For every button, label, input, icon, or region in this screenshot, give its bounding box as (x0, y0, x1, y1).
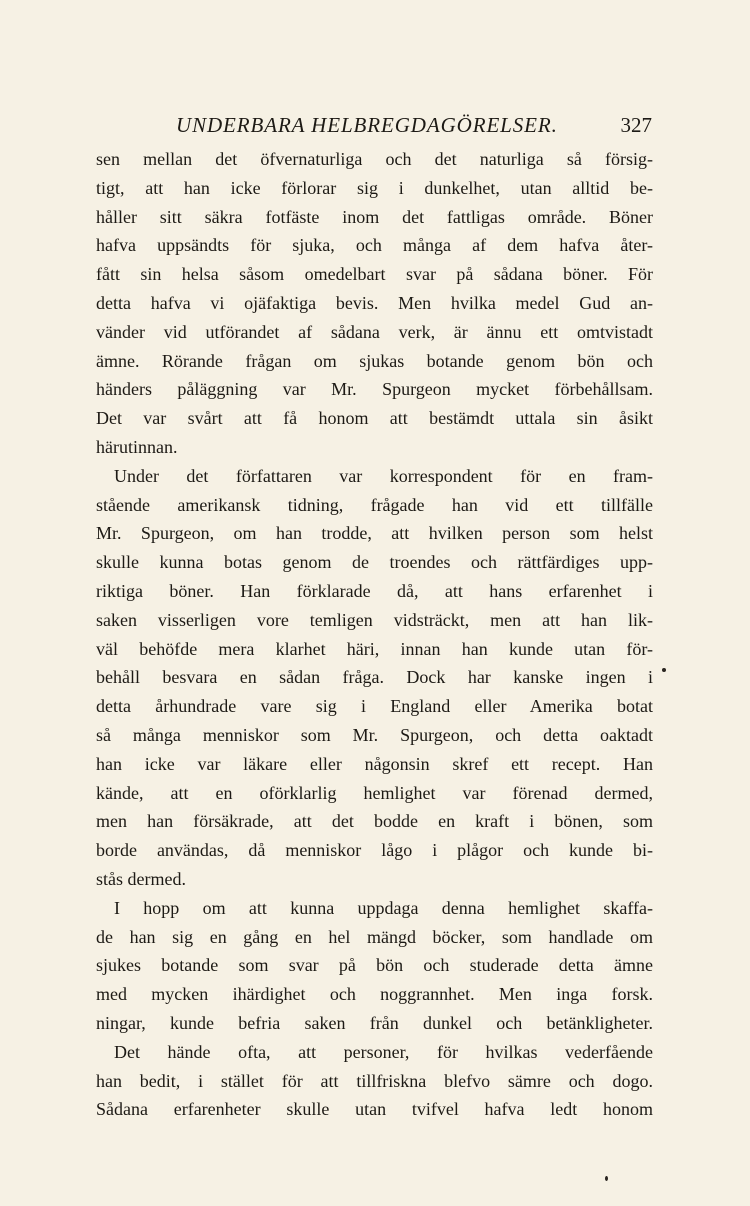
text-line: tigt, att han icke förlorar sig i dunkelhet, utan alltid be- (96, 177, 653, 198)
text-line: vänder vid utförandet af sådana verk, är ännu ett omtvistadt (96, 321, 653, 342)
text-line: Under det författaren var korrespondent för en fram- (114, 465, 653, 486)
text-line: hafva uppsändts för sjuka, och många af dem hafva åter- (96, 235, 653, 256)
running-head (96, 113, 652, 143)
text-line: så många menniskor som Mr. Spurgeon, och detta oaktadt (96, 724, 653, 745)
text-line: ningar, kunde befria saken från dunkel och betänkligheter. (96, 1012, 653, 1033)
text-line: han icke var läkare eller någonsin skref ett recept. Han (96, 753, 653, 774)
text-line: stående amerikansk tidning, frågade han vid ett tillfälle (96, 494, 653, 515)
text-line: saken visserligen vore temligen vidsträckt, men att han lik- (96, 609, 653, 630)
text-line: härutinnan. (96, 436, 178, 457)
page-number: 327 (620, 113, 652, 137)
ink-spot (605, 1176, 608, 1181)
text-line: med mycken ihärdighet och noggrannhet. Men inga forsk. (96, 984, 653, 1005)
running-title: UNDERBARA HELBREGDAGÖRELSER. (176, 113, 558, 137)
text-line: Det var svårt att få honom att bestämdt uttala sin åsikt (96, 408, 653, 429)
text-line: håller sitt säkra fotfäste inom det fattligas område. Böner (96, 206, 653, 227)
text-line: kände, att en oförklarlig hemlighet var förenad dermed, (96, 782, 653, 803)
text-line: stås dermed. (96, 868, 186, 889)
text-line: han bedit, i stället för att tillfriskna blefvo sämre och dogo. (96, 1070, 653, 1091)
text-line: behåll besvara en sådan fråga. Dock har kanske ingen i (96, 667, 653, 688)
text-line: sen mellan det öfvernaturliga och det naturliga så försig- (96, 149, 653, 169)
text-line: de han sig en gång en hel mängd böcker, som handlade om (96, 926, 653, 947)
text-line: I hopp om att kunna uppdaga denna hemlighet skaffa- (114, 897, 653, 918)
text-line: sjukes botande som svar på bön och studerade detta ämne (96, 955, 653, 976)
text-line: men han försäkrade, att det bodde en kraft i bönen, som (96, 811, 653, 832)
text-line: riktiga böner. Han förklarade då, att hans erfarenhet i (96, 580, 653, 601)
text-line: borde användas, då menniskor lågo i plågor och kunde bi- (96, 840, 653, 861)
text-line: ämne. Rörande frågan om sjukas botande genom bön och (96, 350, 653, 371)
text-line: detta hafva vi ojäfaktiga bevis. Men hvilka medel Gud an- (96, 292, 653, 313)
body-text (96, 145, 653, 1124)
text-line: Sådana erfarenheter skulle utan tvifvel hafva ledt honom (96, 1099, 653, 1120)
text-line: Det hände ofta, att personer, för hvilkas vederfående (114, 1041, 653, 1062)
text-line: fått sin helsa såsom omedelbart svar på sådana böner. För (96, 264, 653, 285)
text-line: händers påläggning var Mr. Spurgeon mycket förbehållsam. (96, 379, 653, 400)
text-line: skulle kunna botas genom de troendes och rättfärdiges upp- (96, 552, 653, 573)
text-line: väl behöfde mera klarhet häri, innan han kunde utan för- (96, 638, 653, 659)
text-line: Mr. Spurgeon, om han trodde, att hvilken person som helst (96, 523, 653, 544)
ink-spot (662, 668, 666, 672)
text-line: detta århundrade vare sig i England eller Amerika botat (96, 696, 653, 717)
